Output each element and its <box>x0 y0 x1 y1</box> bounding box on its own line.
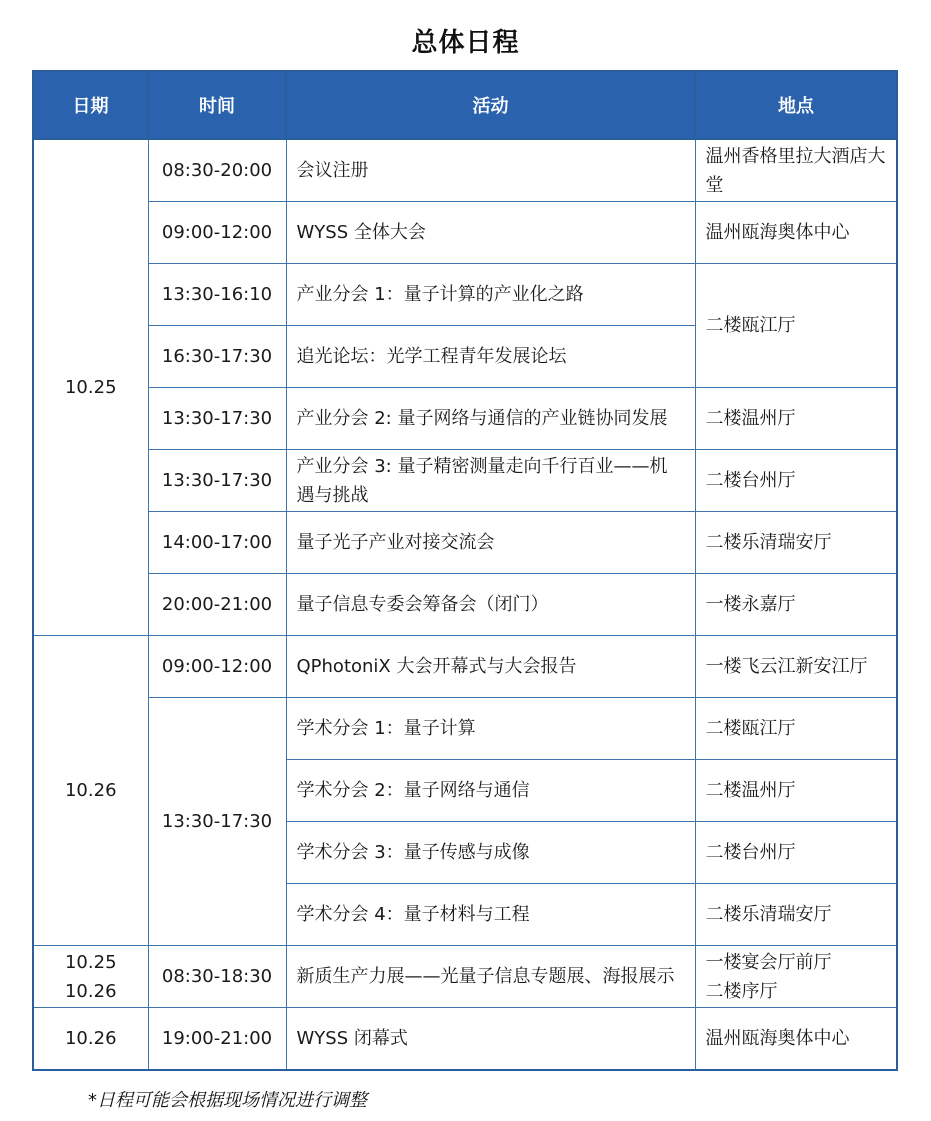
venue-line: 一楼宴会厅前厅 <box>705 951 832 973</box>
venue-cell: 二楼乐清瑞安厅 <box>695 884 897 946</box>
activity-cell: 学术分会 3：量子传感与成像 <box>286 822 695 884</box>
time-cell: 13:30-16:10 <box>148 264 286 326</box>
activity-cell: 学术分会 2：量子网络与通信 <box>286 760 695 822</box>
date-cell: 10.26 <box>33 1008 148 1071</box>
activity-cell: 学术分会 4：量子材料与工程 <box>286 884 695 946</box>
activity-cell: 产业分会 1：量子计算的产业化之路 <box>286 264 695 326</box>
activity-cell: 量子光子产业对接交流会 <box>286 512 695 574</box>
activity-cell: WYSS 全体大会 <box>286 202 695 264</box>
table-row <box>33 512 897 574</box>
venue-cell: 温州香格里拉大酒店大堂 <box>695 139 897 202</box>
table-row <box>33 139 897 202</box>
date-line: 10.26 <box>64 980 117 1002</box>
activity-cell: 新质生产力展——光量子信息专题展、海报展示 <box>286 946 695 1008</box>
header-activity: 活动 <box>286 71 695 139</box>
schedule-table <box>32 70 898 1071</box>
venue-cell: 二楼台州厅 <box>695 450 897 512</box>
activity-cell: 学术分会 1：量子计算 <box>286 698 695 760</box>
venue-cell: 一楼永嘉厅 <box>695 574 897 636</box>
activity-cell: QPhotoniX 大会开幕式与大会报告 <box>286 636 695 698</box>
activity-cell: 量子信息专委会筹备会（闭门） <box>286 574 695 636</box>
activity-cell: 产业分会 3: 量子精密测量走向千行百业——机遇与挑战 <box>286 450 695 512</box>
time-cell: 13:30-17:30 <box>148 450 286 512</box>
time-cell: 09:00-12:00 <box>148 636 286 698</box>
venue-cell <box>695 946 897 1008</box>
date-cell <box>33 946 148 1008</box>
time-cell: 19:00-21:00 <box>148 1008 286 1071</box>
table-row <box>33 264 897 326</box>
time-cell: 14:00-17:00 <box>148 512 286 574</box>
table-row <box>33 1008 897 1071</box>
time-cell: 16:30-17:30 <box>148 326 286 388</box>
venue-cell: 二楼瓯江厅 <box>695 264 897 388</box>
venue-cell: 二楼瓯江厅 <box>695 698 897 760</box>
header-time: 时间 <box>148 71 286 139</box>
date-line: 10.25 <box>64 951 117 973</box>
header-date: 日期 <box>33 71 148 139</box>
table-row <box>33 202 897 264</box>
table-header-row <box>33 71 897 139</box>
footnote: *日程可能会根据现场情况进行调整 <box>88 1090 367 1111</box>
table-row <box>33 698 897 760</box>
table-row <box>33 388 897 450</box>
time-cell: 20:00-21:00 <box>148 574 286 636</box>
venue-cell: 二楼乐清瑞安厅 <box>695 512 897 574</box>
date-cell: 10.26 <box>33 636 148 946</box>
table-row <box>33 450 897 512</box>
activity-cell: WYSS 闭幕式 <box>286 1008 695 1071</box>
venue-line: 二楼序厅 <box>705 980 778 1002</box>
time-cell: 08:30-18:30 <box>148 946 286 1008</box>
table-row <box>33 636 897 698</box>
time-cell: 09:00-12:00 <box>148 202 286 264</box>
activity-cell: 追光论坛：光学工程青年发展论坛 <box>286 326 695 388</box>
venue-cell: 二楼台州厅 <box>695 822 897 884</box>
page-title: 总体日程 <box>411 28 520 58</box>
venue-cell: 一楼飞云江新安江厅 <box>695 636 897 698</box>
venue-cell: 温州瓯海奥体中心 <box>695 202 897 264</box>
header-venue: 地点 <box>695 71 897 139</box>
venue-cell: 二楼温州厅 <box>695 760 897 822</box>
table-row <box>33 574 897 636</box>
venue-cell: 二楼温州厅 <box>695 388 897 450</box>
time-cell: 08:30-20:00 <box>148 139 286 202</box>
activity-cell: 会议注册 <box>286 139 695 202</box>
activity-cell: 产业分会 2: 量子网络与通信的产业链协同发展 <box>286 388 695 450</box>
table-row <box>33 946 897 1008</box>
time-cell: 13:30-17:30 <box>148 388 286 450</box>
time-cell: 13:30-17:30 <box>148 698 286 946</box>
venue-cell: 温州瓯海奥体中心 <box>695 1008 897 1071</box>
date-cell: 10.25 <box>33 139 148 636</box>
